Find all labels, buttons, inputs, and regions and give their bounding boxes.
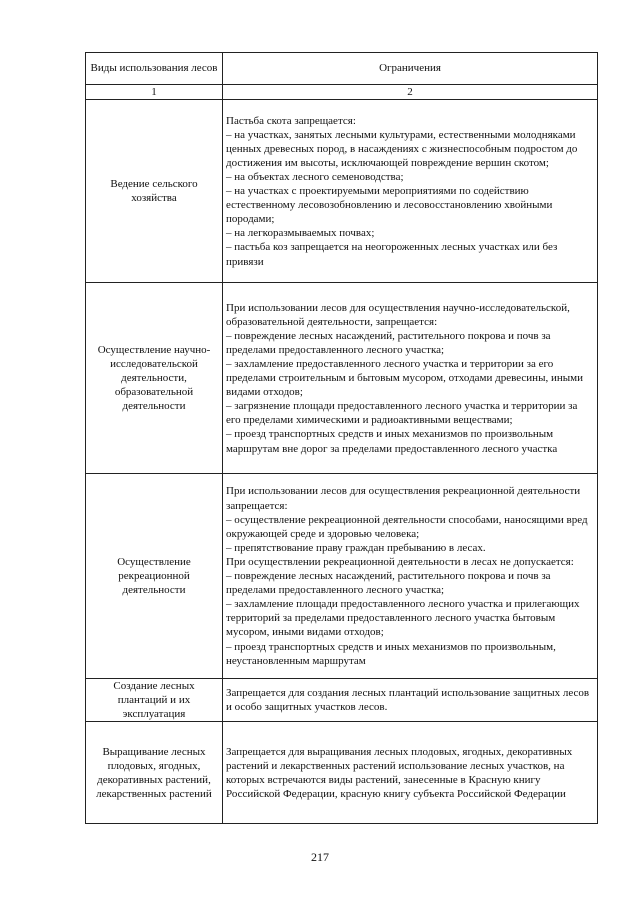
restriction-line: При использовании лесов для осуществления научно-исследовательской, образовательной деятельности, запрещается: xyxy=(226,301,570,328)
column-number-2: 2 xyxy=(223,85,598,100)
restriction-line: Запрещается для выращивания лесных плодовых, ягодных, декоративных растений и лекарственных растений использование лесных участков, на которых встречаются виды растений, занесенные в Красную книгу Российской Федерации, красную книгу субъекта Российской Федерации xyxy=(226,745,573,800)
restriction-line: – захламление площади предоставленного лесного участка и прилегающих территорий за пределами предоставленного лесного участка бытовым мусором, иными видами отходов; xyxy=(226,598,580,639)
restriction-line: – проезд транспортных средств и иных механизмов по произвольным маршрутам вне дорог за пределами предоставленного лесного участка xyxy=(226,428,558,455)
restriction-line: – повреждение лесных насаждений, растительного покрова и почв за пределами предоставленного лесного участка; xyxy=(226,570,551,597)
use-type-cell: Осуществление научно-исследовательской деятельности, образовательной деятельности xyxy=(86,283,223,474)
table-row xyxy=(86,722,598,824)
restriction-line: – захламление предоставленного лесного участка и территории за его пределами строительным и бытовым мусором, отходами древесины, иными видами отходов; xyxy=(226,357,583,399)
restrictions-cell xyxy=(223,722,598,824)
header-use-type: Виды использования лесов xyxy=(86,53,223,85)
restriction-line: Пастьба скота запрещается: xyxy=(226,114,356,127)
header-restrictions: Ограничения xyxy=(223,53,598,85)
restriction-line: – загрязнение площади предоставленного лесного участка и территории за его пределами химическими и радиоактивными веществами; xyxy=(226,400,578,427)
restriction-line: – препятствование праву граждан пребыванию в лесах. xyxy=(226,541,486,554)
use-type-cell: Ведение сельского хозяйства xyxy=(86,100,223,283)
restriction-line: – на участках, занятых лесными культурами, естественными молодняками ценных древесных пород, в насаждениях с жизнеспособным подростом до достижения им высоты, исключающей повреждение вершин скотом; xyxy=(226,128,578,169)
restrictions-cell xyxy=(223,283,598,474)
table-row xyxy=(86,679,598,722)
restriction-line: – проезд транспортных средств и иных механизмов по произвольным, неустановленным маршрутам xyxy=(226,640,556,667)
use-type-cell: Осуществление рекреационной деятельности xyxy=(86,474,223,679)
restriction-line: – на легкоразмываемых почвах; xyxy=(226,227,375,240)
table-row xyxy=(86,100,598,283)
restriction-line: Запрещается для создания лесных плантаций использование защитных лесов и особо защитных участков лесов. xyxy=(226,687,590,714)
restriction-line: При осуществлении рекреационной деятельности в лесах не допускается: xyxy=(226,555,574,568)
restriction-line: – на объектах лесного семеноводства; xyxy=(226,170,404,183)
table-row xyxy=(86,283,598,474)
restrictions-cell xyxy=(223,100,598,283)
use-type-cell: Создание лесных плантаций и их эксплуатация xyxy=(86,679,223,722)
restrictions-table xyxy=(85,52,598,824)
header-row xyxy=(86,53,598,85)
column-number-1: 1 xyxy=(86,85,223,100)
restriction-line: – осуществление рекреационной деятельности способами, наносящими вред окружающей среде и здоровью человека; xyxy=(226,513,588,540)
table-row xyxy=(86,474,598,679)
restriction-line: – повреждение лесных насаждений, растительного покрова и почв за пределами предоставленного лесного участка; xyxy=(226,329,551,356)
restriction-line: – пастьба коз запрещается на неогороженных лесных участках или без привязи xyxy=(226,241,558,268)
restriction-line: При использовании лесов для осуществления рекреационной деятельности запрещается: xyxy=(226,485,581,512)
page-number: 217 xyxy=(311,850,329,864)
use-type-cell: Выращивание лесных плодовых, ягодных, декоративных растений, лекарственных растений xyxy=(86,722,223,824)
restrictions-cell xyxy=(223,474,598,679)
column-number-row xyxy=(86,85,598,100)
restrictions-cell xyxy=(223,679,598,722)
restriction-line: – на участках с проектируемыми мероприятиями по содействию естественному лесовозобновлению и лесовосстановлению хвойными породами; xyxy=(226,185,553,226)
